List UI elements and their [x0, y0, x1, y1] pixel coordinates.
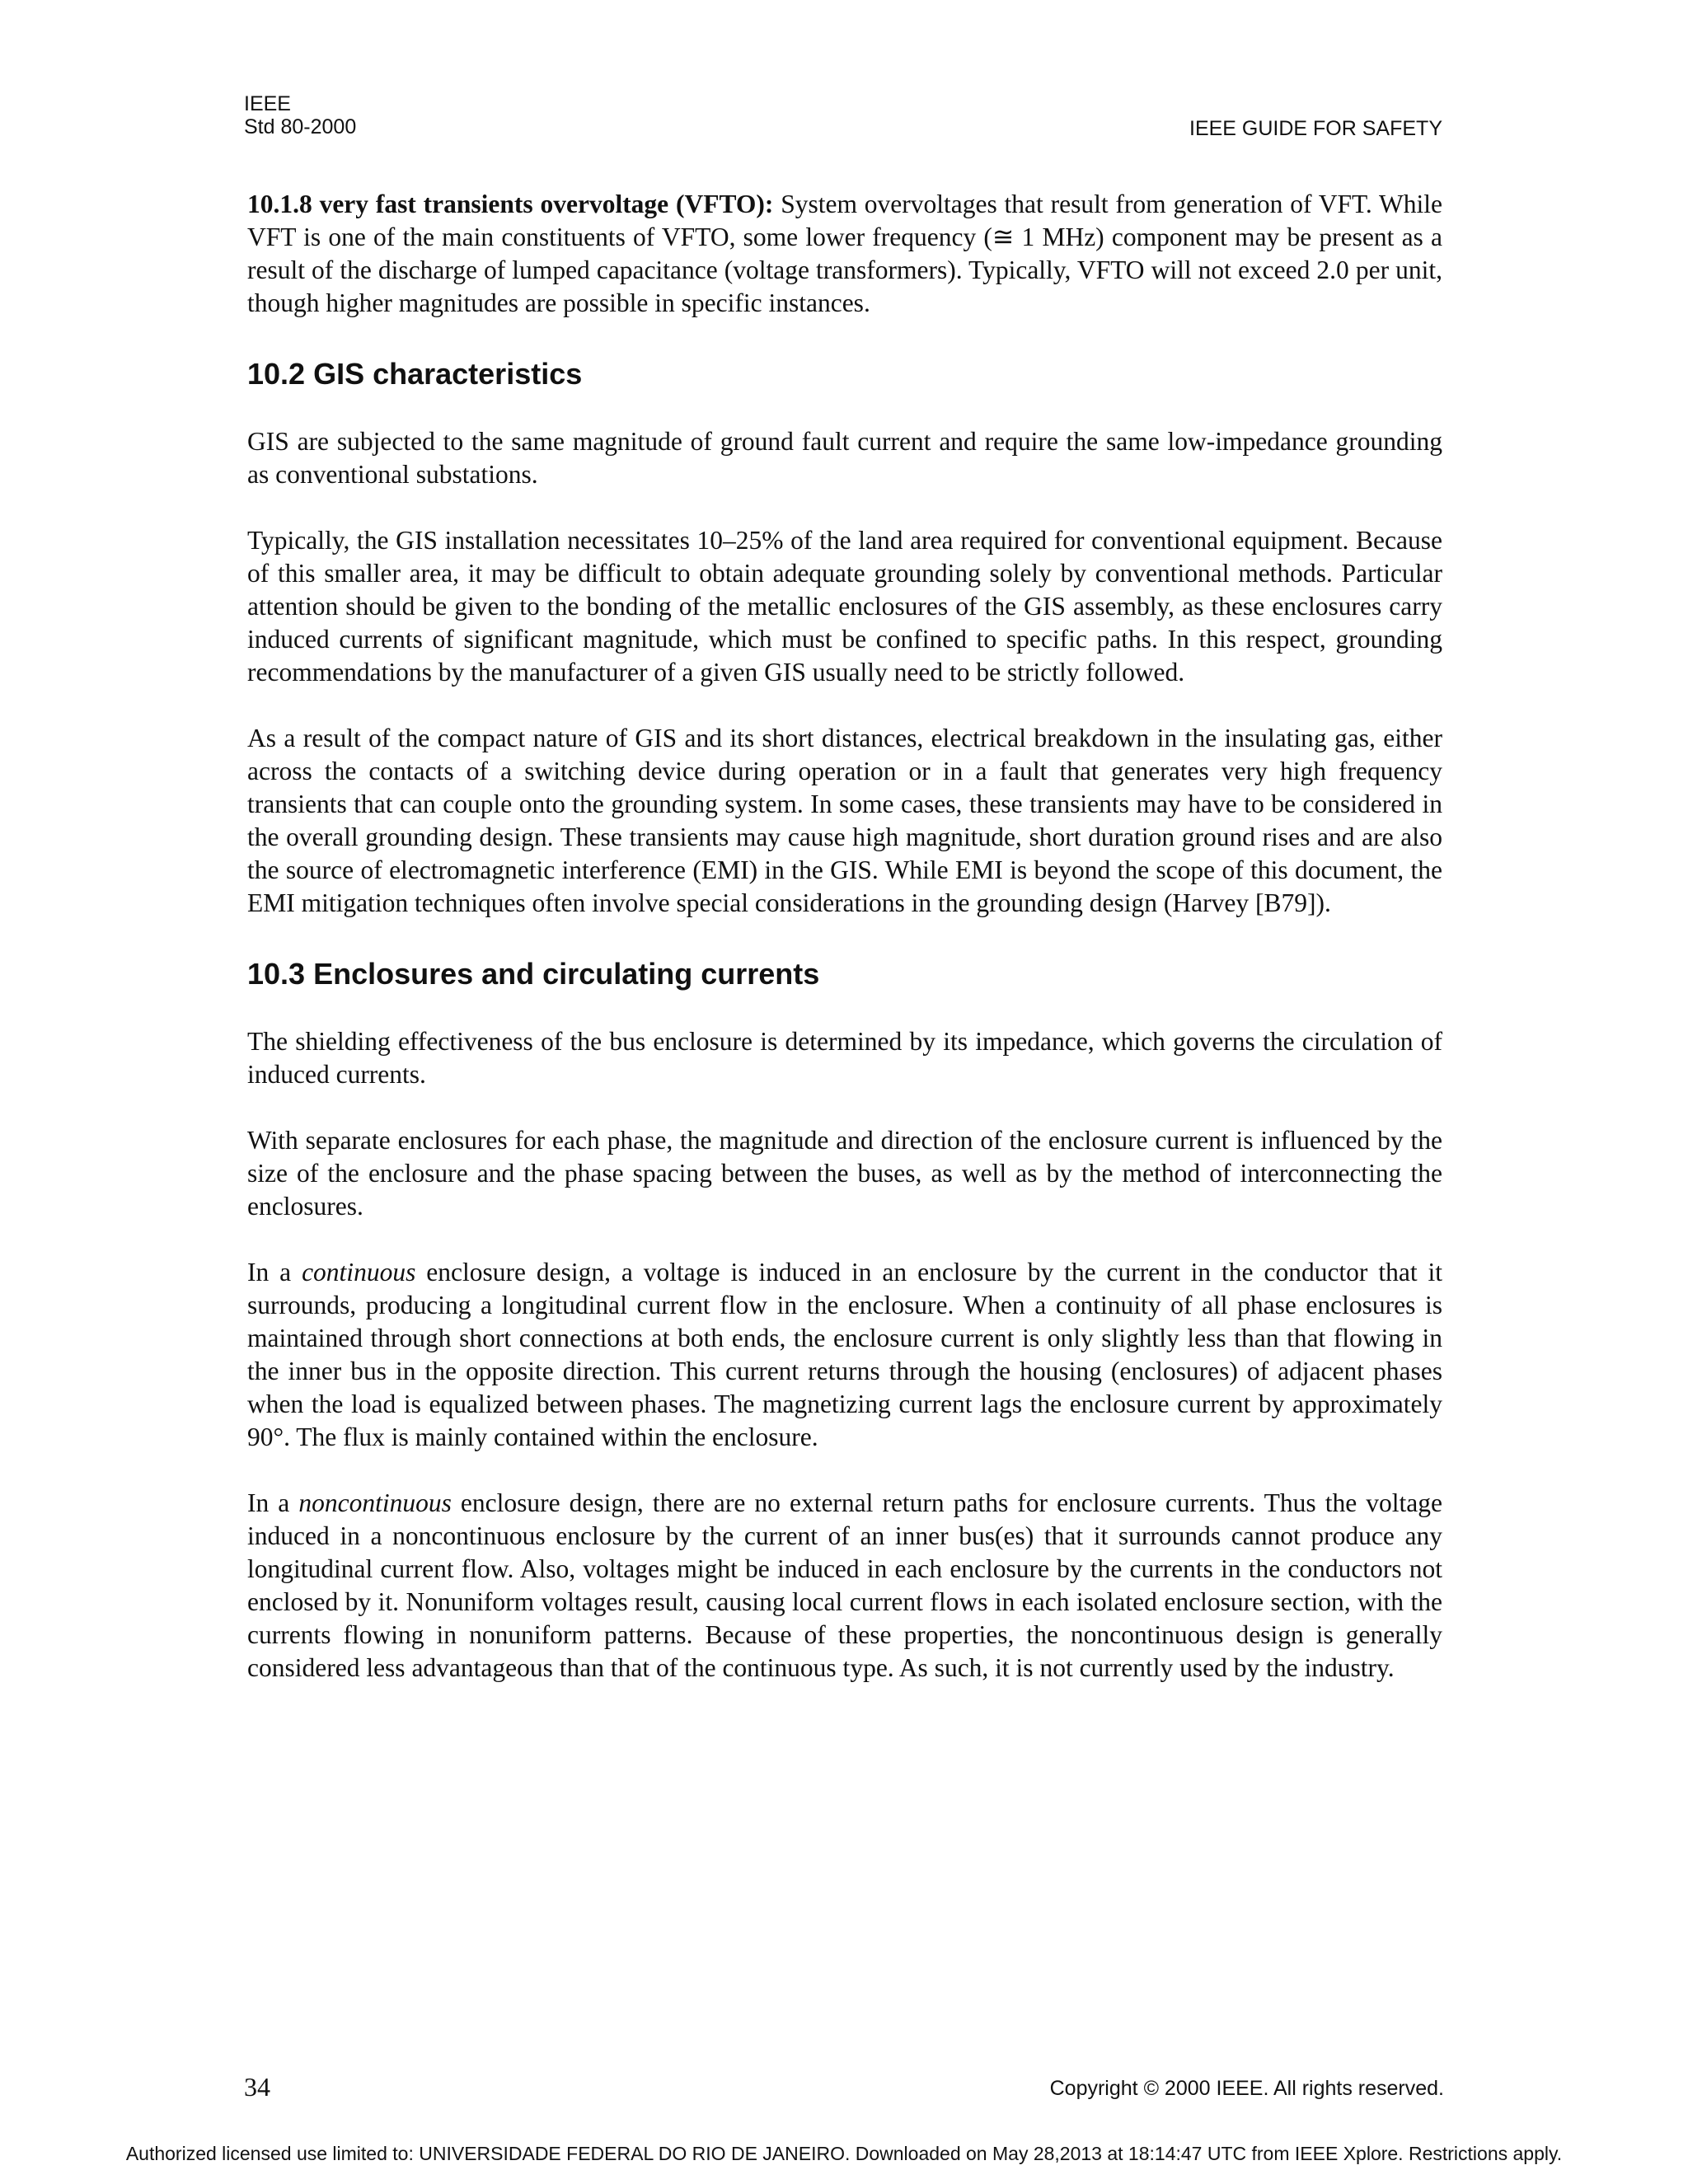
- paragraph: With separate enclosures for each phase, the magnitude and direction of the enclosure current is influenced by the size of the enclosure and the phase spacing between the buses, as well as by the method of interconnecting the enclosures.: [247, 1126, 1442, 1221]
- definition-text: System overvoltages that result from generation of VFT. While VFT is one of the main constituents of VFTO, some lower frequency (≅ 1 MHz) component may be present as a result of the discharge of lumped capacitance (voltage transformers). Typically, VFTO will not exceed 2.0 per unit, though higher magnitudes are possible in specific instances.: [247, 190, 1442, 317]
- definition-10-1-8: [247, 188, 1442, 320]
- definition-term: 10.1.8 very fast transients overvoltage (VFTO):: [247, 190, 774, 218]
- paragraph: Typically, the GIS installation necessitates 10–25% of the land area required for conventional equipment. Because of this smaller area, it may be difficult to obtain adequate grounding solely by conventional methods. Particular attention should be given to the bonding of the metallic enclosures of the GIS assembly, as these enclosures carry induced currents of significant magnitude, which must be confined to specific paths. In this respect, grounding recommendations by the manufacturer of a given GIS usually need to be strictly followed.: [247, 526, 1442, 687]
- paragraph: The shielding effectiveness of the bus enclosure is determined by its impedance, which governs the circulation of induced currents.: [247, 1027, 1442, 1089]
- license-notice: Authorized licensed use limited to: UNIVERSIDADE FEDERAL DO RIO DE JANEIRO. Downloaded on May 28,2013 at 18:14:47 UTC from IEEE Xplore. Restrictions apply.: [125, 2143, 1563, 2164]
- paragraph-noncontinuous: [247, 1487, 1442, 1685]
- paragraph-text: enclosure design, a voltage is induced in an enclosure by the current in the conductor that it surrounds, producing a longitudinal current flow in the enclosure. When a continuity of all phase enclosures is maintained through short connections at both ends, the enclosure current is only slightly less than that flowing in the inner bus in the opposite direction. This current returns through the housing (enclosures) of adjacent phases when the load is equalized between phases. The magnetizing current lags the enclosure current by approximately 90°. The flux is mainly contained within the enclosure.: [247, 1258, 1442, 1451]
- main-content: [247, 188, 1442, 1718]
- paragraph-text: enclosure design, there are no external return paths for enclosure currents. Thus the voltage induced in a noncontinuous enclosure by the current of an inner bus(es) that it surrounds cannot produce any longitudinal current flow. Also, voltages might be induced in each enclosure by the currents in the conductors not enclosed by it. Nonuniform voltages result, causing local current flows in each isolated enclosure section, with the currents flowing in nonuniform patterns. Because of these properties, the noncontinuous design is generally considered less advantageous than that of the continuous type. As such, it is not currently used by the industry.: [247, 1488, 1442, 1682]
- emphasis-term: noncontinuous: [298, 1488, 452, 1517]
- section-heading-10-2: 10.2 GIS characteristics: [247, 357, 583, 391]
- page-number: 34: [244, 2072, 270, 2102]
- header-org: IEEE: [244, 92, 291, 115]
- section-heading-10-3: 10.3 Enclosures and circulating currents: [247, 957, 820, 991]
- paragraph-prefix: In a: [247, 1488, 299, 1517]
- header-standard-id: [244, 92, 356, 138]
- header-std-number: Std 80-2000: [244, 115, 357, 138]
- paragraph: GIS are subjected to the same magnitude of ground fault current and require the same low-impedance grounding as conventional substations.: [247, 427, 1442, 489]
- copyright-notice: Copyright © 2000 IEEE. All rights reserved.: [1049, 2077, 1444, 2100]
- header-running-title: IEEE GUIDE FOR SAFETY: [1189, 117, 1442, 140]
- paragraph-continuous: [247, 1256, 1442, 1454]
- emphasis-term: continuous: [302, 1258, 416, 1286]
- paragraph-prefix: In a: [247, 1258, 302, 1286]
- paragraph: As a result of the compact nature of GIS and its short distances, electrical breakdown in the insulating gas, either across the contacts of a switching device during operation or in a fault that generates very high frequency transients that can couple onto the grounding system. In some cases, these transients may have to be considered in the overall grounding design. These transients may cause high magnitude, short duration ground rises and are also the source of electromagnetic interference (EMI) in the GIS. While EMI is beyond the scope of this document, the EMI mitigation techniques often involve special considerations in the grounding design (Harvey [B79]).: [247, 724, 1442, 917]
